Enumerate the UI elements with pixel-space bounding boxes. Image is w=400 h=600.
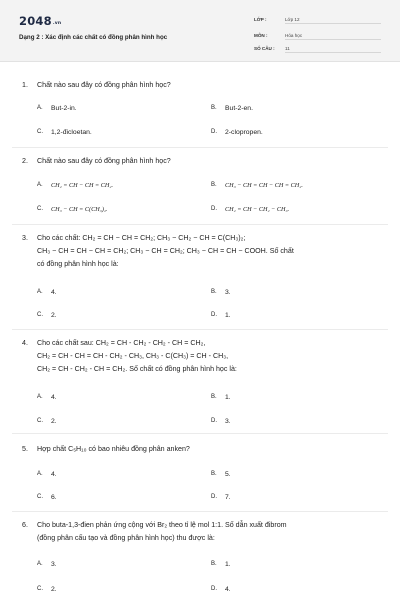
divider bbox=[12, 147, 388, 148]
question-number: 2. bbox=[22, 157, 28, 165]
question-text: Chất nào sau đây có đồng phân hình học? bbox=[37, 81, 171, 89]
question-number: 3. bbox=[22, 234, 28, 242]
meta-subject-value: Hóa học bbox=[285, 33, 381, 40]
site-logo[interactable] bbox=[19, 14, 61, 28]
meta-count-value: 11 bbox=[285, 46, 381, 53]
question-text-line-1: Cho buta-1,3-đien phản ứng cộng với Br₂ theo tỉ lệ mol 1:1. Số dẫn xuất đibrom bbox=[37, 521, 287, 529]
divider bbox=[12, 511, 388, 512]
question-number: 5. bbox=[22, 445, 28, 453]
divider bbox=[12, 224, 388, 225]
question-text-line-2: CH₂ = CH - CH = CH - CH₂ - CH₃, CH₃ - C(CH₃) = CH - CH₃, bbox=[37, 352, 229, 360]
meta-class-label: LỚP : bbox=[254, 17, 267, 22]
logo-text: 2048 bbox=[19, 14, 52, 28]
meta-count-label: SỐ CÂU : bbox=[254, 46, 275, 51]
question-text: Chất nào sau đây có đồng phân hình học? bbox=[37, 157, 171, 165]
question-text-line-1: Cho các chất sau: CH₂ = CH - CH₂ - CH₂ - CH = CH₂, bbox=[37, 339, 206, 347]
question-text-line-3: có đồng phân hình học là: bbox=[37, 260, 119, 268]
divider bbox=[12, 433, 388, 434]
logo-suffix: .vn bbox=[52, 21, 62, 26]
question-text: Hợp chất C₅H₁₀ có bao nhiêu đồng phân anken? bbox=[37, 445, 190, 453]
meta-class-value: Lớp 12 bbox=[285, 17, 381, 24]
question-text-line-1: Cho các chất: CH₂ = CH − CH = CH₂; CH₃ − CH₂ − CH = C(CH₃)₂; bbox=[37, 234, 246, 242]
worksheet-topic: Dạng 2 : Xác định các chất có đồng phân hình học bbox=[19, 34, 168, 41]
question-number: 6. bbox=[22, 521, 28, 529]
page-header bbox=[0, 0, 400, 62]
question-text-line-2: CH₃ − CH = CH − CH = CH₂; CH₃ − CH = CH₂; CH₃ − CH = CH − COOH. Số chất bbox=[37, 247, 294, 255]
divider bbox=[12, 329, 388, 330]
question-number: 4. bbox=[22, 339, 28, 347]
question-text-line-3: CH₂ = CH - CH₂ - CH = CH₂. Số chất có đồng phân hình học là: bbox=[37, 365, 237, 373]
question-text-line-2: (đồng phân cấu tạo và đồng phân hình học) thu được là: bbox=[37, 534, 215, 542]
question-number: 1. bbox=[22, 81, 28, 89]
meta-subject-label: MÔN : bbox=[254, 33, 268, 38]
